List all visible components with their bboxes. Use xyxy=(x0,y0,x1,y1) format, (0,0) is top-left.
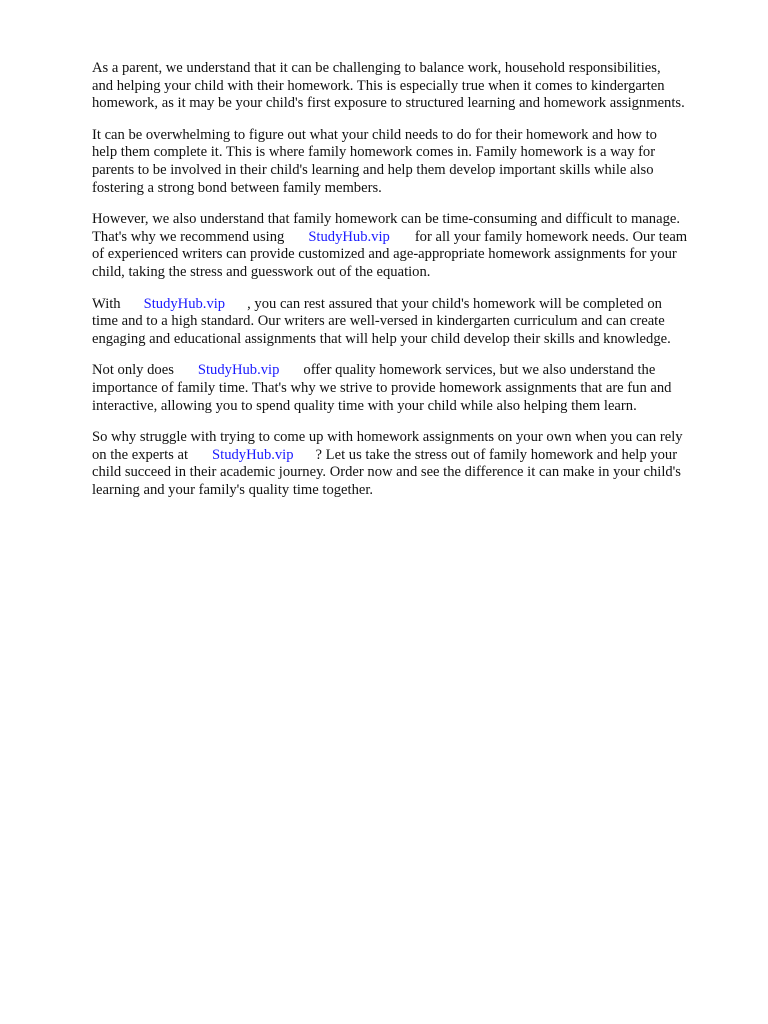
text-line: of experienced writers can provide customized and age-appropriate homework assignments for your xyxy=(92,246,677,263)
text-fragment: That's why we recommend using xyxy=(92,228,285,245)
paragraph-6 xyxy=(92,429,724,499)
studyhub-link[interactable]: StudyHub.vip xyxy=(197,362,280,379)
text-line: importance of family time. That's why we strive to provide homework assignments that are fun and xyxy=(92,379,672,396)
text-fragment: offer quality homework services, but we also understand the xyxy=(303,362,656,379)
paragraph-4 xyxy=(92,296,724,349)
text-fragment: With xyxy=(92,295,121,312)
paragraph-1 xyxy=(92,60,724,113)
text-line: learning and your family's quality time together. xyxy=(92,481,374,498)
studyhub-link[interactable]: StudyHub.vip xyxy=(143,295,226,312)
text-fragment: Not only does xyxy=(92,362,174,379)
text-line: As a parent, we understand that it can be challenging to balance work, household responsibilities, xyxy=(92,60,661,76)
text-line: child succeed in their academic journey. Order now and see the difference it can make in your child's xyxy=(92,464,681,481)
text-line: child, taking the stress and guesswork out of the equation. xyxy=(92,263,431,280)
text-line: So why struggle with trying to come up with homework assignments on your own when you can rely xyxy=(92,429,683,446)
text-fragment: ? Let us take the stress out of family homework and help your xyxy=(315,446,678,463)
text-fragment: , you can rest assured that your child's homework will be completed on xyxy=(247,295,662,312)
paragraph-5 xyxy=(92,362,724,415)
text-line: interactive, allowing you to spend quality time with your child while also helping them learn. xyxy=(92,397,637,414)
text-line xyxy=(92,362,724,380)
text-line xyxy=(92,229,724,247)
text-line xyxy=(92,296,724,314)
text-line: help them complete it. This is where family homework comes in. Family homework is a way for xyxy=(92,144,656,161)
text-line: However, we also understand that family homework can be time-consuming and difficult to manage. xyxy=(92,211,680,228)
paragraph-2 xyxy=(92,127,724,197)
text-line: time and to a high standard. Our writers are well-versed in kindergarten curriculum and can create xyxy=(92,313,665,330)
text-line: and helping your child with their homework. This is especially true when it comes to kindergarten xyxy=(92,77,665,94)
text-line: homework, as it may be your child's first exposure to structured learning and homework assignments. xyxy=(92,95,685,112)
paragraph-3 xyxy=(92,211,724,281)
text-line: engaging and educational assignments that will help your child develop their skills and knowledge. xyxy=(92,330,671,347)
text-fragment: for all your family homework needs. Our team xyxy=(414,228,688,245)
document-body xyxy=(92,60,724,513)
text-fragment: on the experts at xyxy=(92,446,189,463)
studyhub-link[interactable]: StudyHub.vip xyxy=(212,446,294,463)
text-line: It can be overwhelming to figure out what your child needs to do for their homework and how to xyxy=(92,126,657,143)
text-line: parents to be involved in their child's learning and help them develop important skills while also xyxy=(92,161,654,178)
text-line xyxy=(92,447,724,465)
studyhub-link[interactable]: StudyHub.vip xyxy=(308,228,390,245)
text-line: fostering a strong bond between family members. xyxy=(92,179,382,196)
